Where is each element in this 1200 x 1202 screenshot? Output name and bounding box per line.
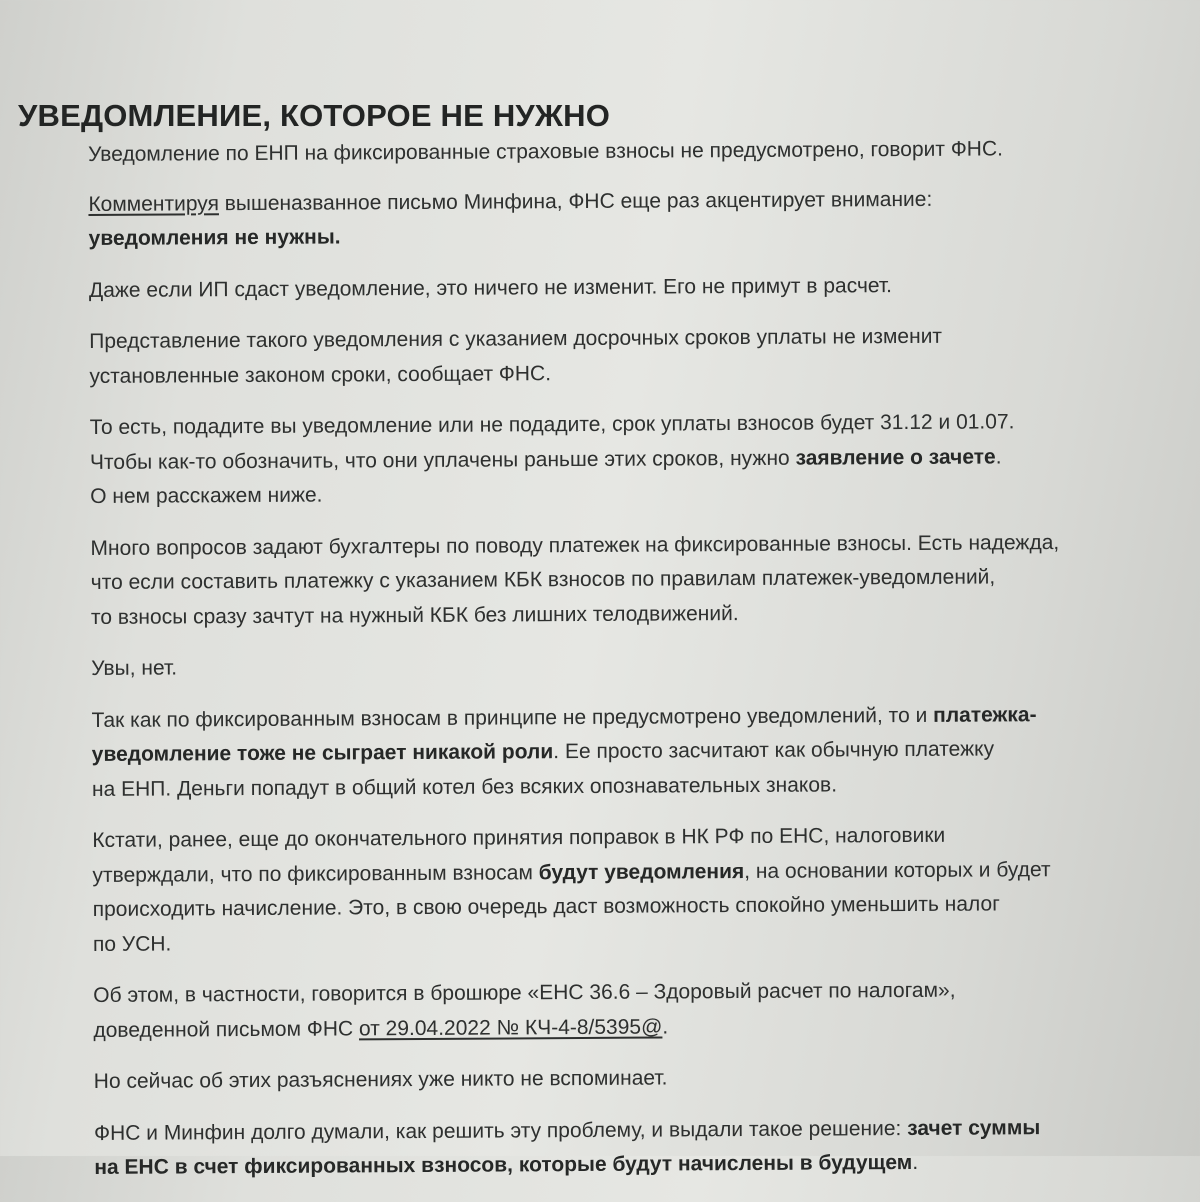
paragraph-8-text-2: . Ее просто засчитают как обычную платежку <box>553 737 995 764</box>
paragraph-9-line-2 <box>92 852 1182 893</box>
paragraph-5-line-3: О нем расскажем ниже. <box>90 483 323 508</box>
paragraph-9-text-2: , на основании которых и будет <box>744 857 1051 883</box>
paragraph-10-line-2 <box>93 1007 1183 1048</box>
paragraph-8-bold-1: платежка- <box>933 702 1037 727</box>
paragraph-8 <box>91 697 1182 807</box>
article-heading: УВЕДОМЛЕНИЕ, КОТОРОЕ НЕ НУЖНО <box>18 98 611 133</box>
paragraph-9-line-3: происходить начисление. Это, в свою очередь даст возможность спокойно уменьшить налог <box>92 892 1000 921</box>
paragraph-10-text-2: . <box>662 1014 669 1039</box>
paragraph-10 <box>93 972 1183 1048</box>
paragraph-8-text-1: Так как по фиксированным взносам в принципе не предусмотрено уведомлений, то и <box>91 703 934 732</box>
paragraph-9-bold: будут уведомления <box>538 859 745 884</box>
fns-letter-link[interactable]: от 29.04.2022 № КЧ-4-8/5395@ <box>358 1015 663 1040</box>
paragraph-2-bold: уведомления не нужны. <box>88 225 341 250</box>
paragraph-8-line-3: на ЕНП. Деньги попадут в общий котел без всяких опознавательных знаков. <box>91 772 838 801</box>
comment-link[interactable]: Комментируя <box>88 191 219 216</box>
paragraph-12-line-2 <box>94 1144 1184 1185</box>
paragraph-12-text-1: ФНС и Минфин долго думали, как решить эту проблему, и выдали такое решение: <box>94 1116 908 1145</box>
paragraph-6-line-2: что если составить платежку с указанием КБК взносов по правилам платежек-уведомлений, <box>90 565 996 594</box>
paragraph-5 <box>90 404 1181 514</box>
paragraph-5-bold: заявление о зачете <box>795 444 996 470</box>
paragraph-8-line-1 <box>91 697 1181 738</box>
paragraph-12-line-1 <box>94 1110 1184 1151</box>
paragraph-9 <box>92 817 1183 962</box>
paragraph-10-line-1: Об этом, в частности, говорится в брошюре «ЕНС 36.6 – Здоровый расчет по налогам», <box>93 978 956 1007</box>
paragraph-12 <box>94 1110 1184 1186</box>
paragraph-2 <box>88 181 1178 257</box>
paragraph-4-line-2: установленные законом сроки, сообщает ФНС. <box>89 361 552 388</box>
paragraph-12-bold-2: на ЕНС в счет фиксированных взносов, которые будут начислены в будущем <box>94 1150 913 1179</box>
paragraph-9-text-1: утверждали, что по фиксированным взносам <box>92 860 539 887</box>
paragraph-9-line-4: по УСН. <box>92 932 172 956</box>
paragraph-12-bold-1: зачет суммы <box>907 1115 1041 1140</box>
paragraph-5-line-2-text: Чтобы как-то обозначить, что они уплачены раньше этих сроков, нужно <box>89 446 796 474</box>
paragraph-5-line-2-end: . <box>995 444 1002 468</box>
paragraph-8-bold-2: уведомление тоже не сыграет никакой роли <box>91 740 554 766</box>
paragraph-4-line-1: Представление такого уведомления с указанием досрочных сроков уплаты не изменит <box>89 324 943 353</box>
paragraph-1: Уведомление по ЕНП на фиксированные страховые взносы не предусмотрено, говорит ФНС. <box>88 137 1003 166</box>
article-body <box>88 131 1184 1202</box>
paragraph-10-text-1: доведенной письмом ФНС <box>93 1016 360 1042</box>
paragraph-2-text: вышеназванное письмо Минфина, ФНС еще раз акцентирует внимание: <box>218 187 933 215</box>
paragraph-4 <box>89 318 1179 394</box>
paragraph-12-text-2: . <box>912 1150 919 1174</box>
paragraph-7: Увы, нет. <box>91 656 178 680</box>
paragraph-6-line-1: Много вопросов задают бухгалтеры по поводу платежек на фиксированные взносы. Есть надежда, <box>90 530 1060 560</box>
paragraph-9-line-1: Кстати, ранее, еще до окончательного принятия поправок в НК РФ по ЕНС, налоговики <box>92 823 946 852</box>
paragraph-3: Даже если ИП сдаст уведомление, это ничего не изменит. Его не примут в расчет. <box>88 273 893 302</box>
paragraph-6-line-3: то взносы сразу зачтут на нужный КБК без лишних телодвижений. <box>90 601 739 629</box>
paragraph-5-line-1: То есть, подадите вы уведомление или не подадите, срок уплаты взносов будет 31.12 и 01.07. <box>89 410 1015 439</box>
paragraph-6 <box>90 525 1181 635</box>
paragraph-11: Но сейчас об этих разъяснениях уже никто не вспоминает. <box>93 1066 668 1093</box>
